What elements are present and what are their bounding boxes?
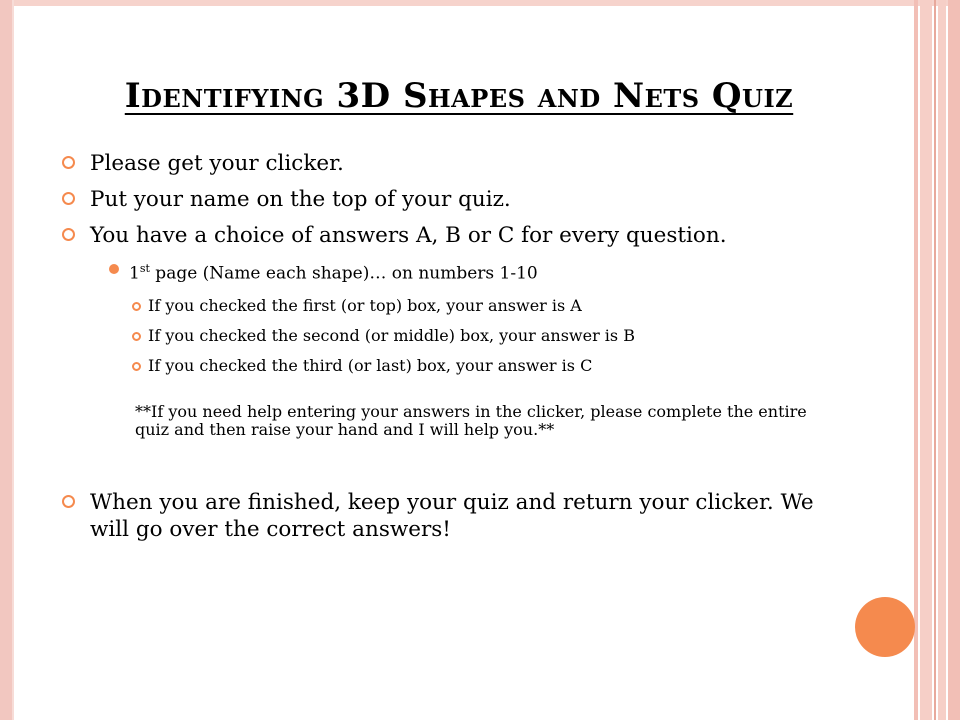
sub-sub-bullet-item: [132, 295, 852, 317]
bullet-circle-icon: [132, 362, 141, 371]
bullet-item: [62, 186, 852, 213]
accent-circle: [855, 597, 915, 657]
sub-sub-bullet-item: [132, 355, 852, 377]
slide-title: Identifying 3D Shapes and Nets Quiz: [124, 76, 794, 116]
bullet-text: You have a choice of answers A, B or C for every question.: [90, 223, 727, 248]
ordinal-number: 1: [129, 263, 140, 284]
right-decorative-band: [914, 0, 960, 720]
bullet-circle-icon: [62, 228, 75, 241]
top-border: [0, 0, 960, 6]
bullet-text: When you are finished, keep your quiz and return your clicker. We will go over the correct answers!: [90, 489, 814, 542]
sub-bullet-item: [109, 258, 852, 285]
bullet-item: [62, 222, 852, 249]
bullet-item: [62, 489, 852, 543]
sub-sub-bullet-text: If you checked the first (or top) box, your answer is A: [148, 295, 582, 315]
bullet-circle-icon: [62, 495, 75, 508]
bullet-item: [62, 150, 852, 177]
bullet-list: [62, 150, 852, 552]
help-note: **If you need help entering your answers in the clicker, please complete the entire quiz and then raise your hand and I will help you.**: [135, 401, 807, 439]
sub-sub-bullet-text: If you checked the third (or last) box, your answer is C: [148, 355, 593, 375]
ordinal-suffix: st: [139, 262, 150, 275]
bullet-dot-icon: [109, 264, 119, 274]
sub-sub-bullet-item: [132, 325, 852, 347]
bullet-circle-icon: [62, 192, 75, 205]
bullet-circle-icon: [132, 332, 141, 341]
bullet-text: Put your name on the top of your quiz.: [90, 187, 511, 212]
sub-bullet-text: page (Name each shape)… on numbers 1-10: [149, 263, 538, 284]
bullet-circle-icon: [62, 156, 75, 169]
bullet-circle-icon: [132, 302, 141, 311]
sub-sub-bullet-text: If you checked the second (or middle) box, your answer is B: [148, 325, 635, 345]
bullet-text: Please get your clicker.: [90, 151, 344, 176]
